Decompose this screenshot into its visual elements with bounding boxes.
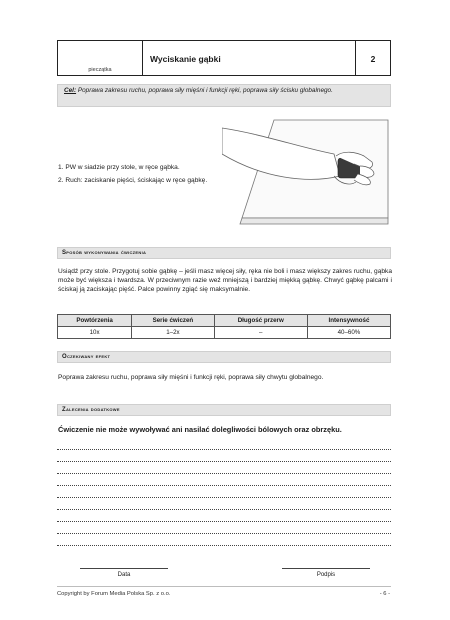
table-cell: – xyxy=(214,327,307,339)
table-cell: 10x xyxy=(58,327,132,339)
writing-line[interactable] xyxy=(57,485,391,487)
footer-divider xyxy=(57,586,391,587)
page-number: - 6 - xyxy=(379,591,390,597)
table-cell: 1–2x xyxy=(132,327,214,339)
table-header-row xyxy=(58,315,391,327)
goal-box xyxy=(57,84,391,107)
table-row xyxy=(58,327,391,339)
section-heading-method: Sposób wykonywania ćwiczenia xyxy=(57,247,391,259)
exercise-title: Wyciskanie gąbki xyxy=(150,54,221,64)
writing-line[interactable] xyxy=(57,521,391,523)
method-text: Usiądź przy stole. Przygotuj sobie gąbkę – jeśli masz więcej siły, ręka nie boli i masz większy zakres ruchu, gąbka może być większa i twardsza. W przeciwnym razie weź mniejszą i bardziej miękką gąbkę. Chwyć gąbkę palcami i ściskaj ją zaciskając pięść. Palce powinny zgiąć się maksymalnie. xyxy=(58,268,392,293)
footer-copyright: Copyright by Forum Media Polska Sp. z o.o. xyxy=(57,591,171,597)
column-header: Intensywność xyxy=(307,315,390,327)
column-header: Długość przerw xyxy=(214,315,307,327)
goal-text: Poprawa zakresu ruchu, poprawa siły mięśni i funkcji ręki, poprawa siły ścisku globalnego. xyxy=(77,87,333,94)
hand-squeezing-sponge-illustration xyxy=(222,114,392,230)
recommendation-warning: Ćwiczenie nie może wywoływać ani nasilać dolegliwości bólowych oraz obrzęku. xyxy=(58,425,342,434)
writing-line[interactable] xyxy=(57,461,391,463)
signature-line[interactable] xyxy=(282,568,370,570)
writing-line[interactable] xyxy=(57,545,391,547)
date-label: Data xyxy=(117,572,131,578)
writing-line[interactable] xyxy=(57,533,391,535)
goal-label: Cel: xyxy=(64,87,77,94)
table-cell: 40–60% xyxy=(307,327,390,339)
section-heading-effect: Oczekiwany efekt xyxy=(57,351,391,363)
section-heading-recommendations: Zalecenia dodatkowe xyxy=(57,404,391,416)
parameters-table xyxy=(57,314,391,339)
date-line[interactable] xyxy=(80,568,168,570)
step-item: 2. Ruch: zaciskanie pięści, ściskając w ręce gąbkę. xyxy=(58,176,208,184)
exercise-steps xyxy=(58,164,207,189)
writing-line[interactable] xyxy=(57,449,391,451)
exercise-header xyxy=(57,40,391,76)
stamp-label: pieczątka xyxy=(88,67,112,73)
column-header: Serie ćwiczeń xyxy=(132,315,214,327)
writing-line[interactable] xyxy=(57,497,391,499)
signature-label: Podpis xyxy=(316,572,336,578)
effect-text: Poprawa zakresu ruchu, poprawa siły mięśni i funkcji ręki, poprawa siły chwytu globalnego. xyxy=(58,374,324,381)
exercise-number: 2 xyxy=(370,54,376,64)
column-header: Powtórzenia xyxy=(58,315,132,327)
writing-line[interactable] xyxy=(57,473,391,475)
writing-line[interactable] xyxy=(57,509,391,511)
step-item: 1. PW w siadzie przy stole, w ręce gąbka. xyxy=(58,164,180,171)
